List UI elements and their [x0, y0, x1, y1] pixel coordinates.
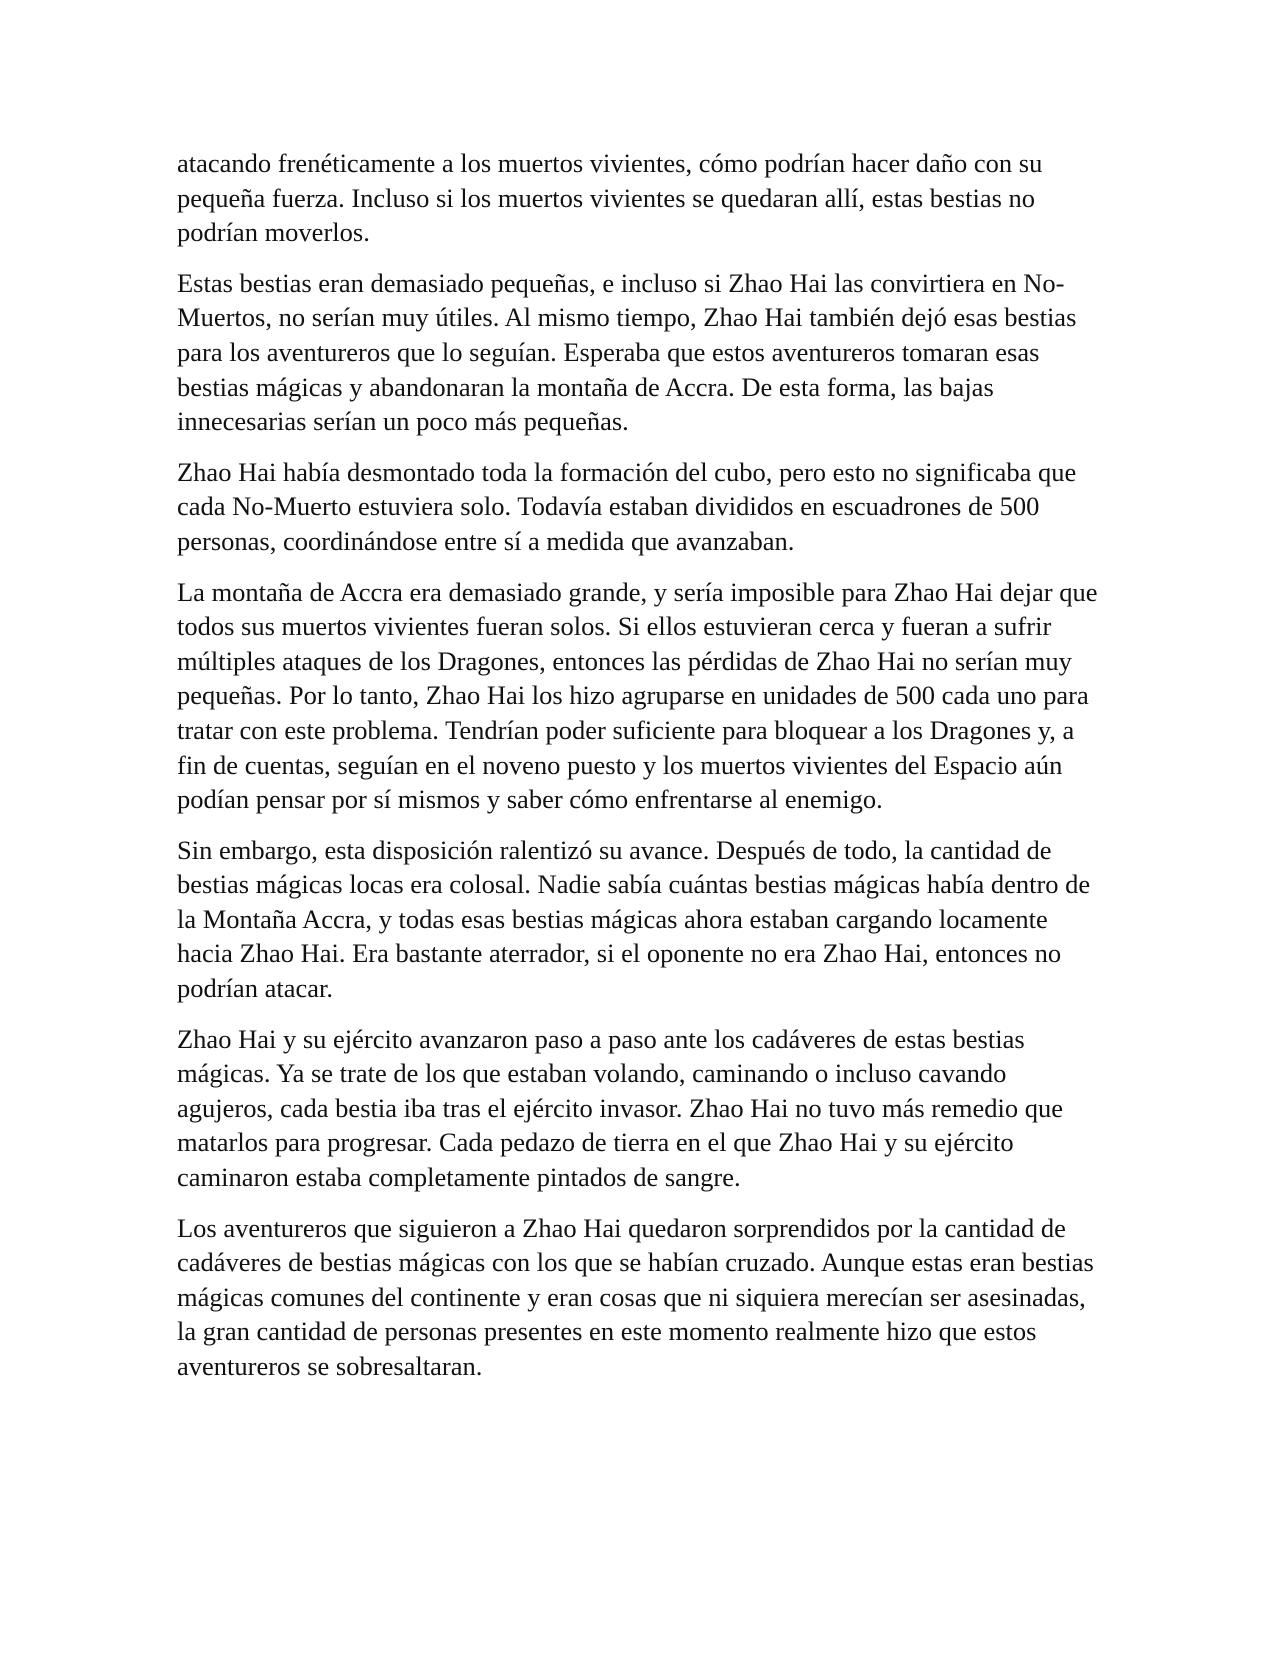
paragraph: atacando frenéticamente a los muertos vivientes, cómo podrían hacer daño con su pequeña fuerza. Incluso si los muertos vivientes se quedaran allí, estas bestias no podrían moverlos.: [177, 148, 1043, 248]
document-body: [177, 146, 1107, 1400]
paragraph: Sin embargo, esta disposición ralentizó su avance. Después de todo, la cantidad de bestias mágicas locas era colosal. Nadie sabía cuántas bestias mágicas había dentro de la Montaña Accra, y todas esas bestias mágicas ahora estaban cargando locamente hacia Zhao Hai. Era bastante aterrador, si el oponente no era Zhao Hai, entonces no podrían atacar.: [177, 834, 1091, 1004]
paragraph: Los aventureros que siguieron a Zhao Hai quedaron sorprendidos por la cantidad de cadáveres de bestias mágicas con los que se habían cruzado. Aunque estas eran bestias mágicas comunes del continente y eran cosas que ni siquiera merecían ser asesinadas, la gran cantidad de personas presentes en este momento realmente hizo que estos aventureros se sobresaltaran.: [177, 1212, 1094, 1381]
paragraph: La montaña de Accra era demasiado grande, y sería imposible para Zhao Hai dejar que todos sus muertos vivientes fueran solos. Si ellos estuvieran cerca y fueran a sufrir múltiples ataques de los Dragones, entonces las pérdidas de Zhao Hai no serían muy pequeñas. Por lo tanto, Zhao Hai los hizo agruparse en unidades de 500 cada uno para tratar con este problema. Tendrían poder suficiente para bloquear a los Dragones y, a fin de cuentas, seguían en el noveno puesto y los muertos vivientes del Espacio aún podían pensar por sí mismos y saber cómo enfrentarse al enemigo.: [177, 576, 1098, 815]
paragraph: Estas bestias eran demasiado pequeñas, e incluso si Zhao Hai las convirtiera en No-Muertos, no serían muy útiles. Al mismo tiempo, Zhao Hai también dejó esas bestias para los aventureros que lo seguían. Esperaba que estos aventureros tomaran esas bestias mágicas y abandonaran la montaña de Accra. De esta forma, las bajas innecesarias serían un poco más pequeñas.: [177, 267, 1077, 437]
paragraph: Zhao Hai había desmontado toda la formación del cubo, pero esto no significaba que cada No-Muerto estuviera solo. Todavía estaban divididos en escuadrones de 500 personas, coordinándose entre sí a medida que avanzaban.: [177, 456, 1077, 556]
paragraph: Zhao Hai y su ejército avanzaron paso a paso ante los cadáveres de estas bestias mágicas. Ya se trate de los que estaban volando, caminando o incluso cavando agujeros, cada bestia iba tras el ejército invasor. Zhao Hai no tuvo más remedio que matarlos para progresar. Cada pedazo de tierra en el que Zhao Hai y su ejército caminaron estaba completamente pintados de sangre.: [177, 1023, 1063, 1193]
